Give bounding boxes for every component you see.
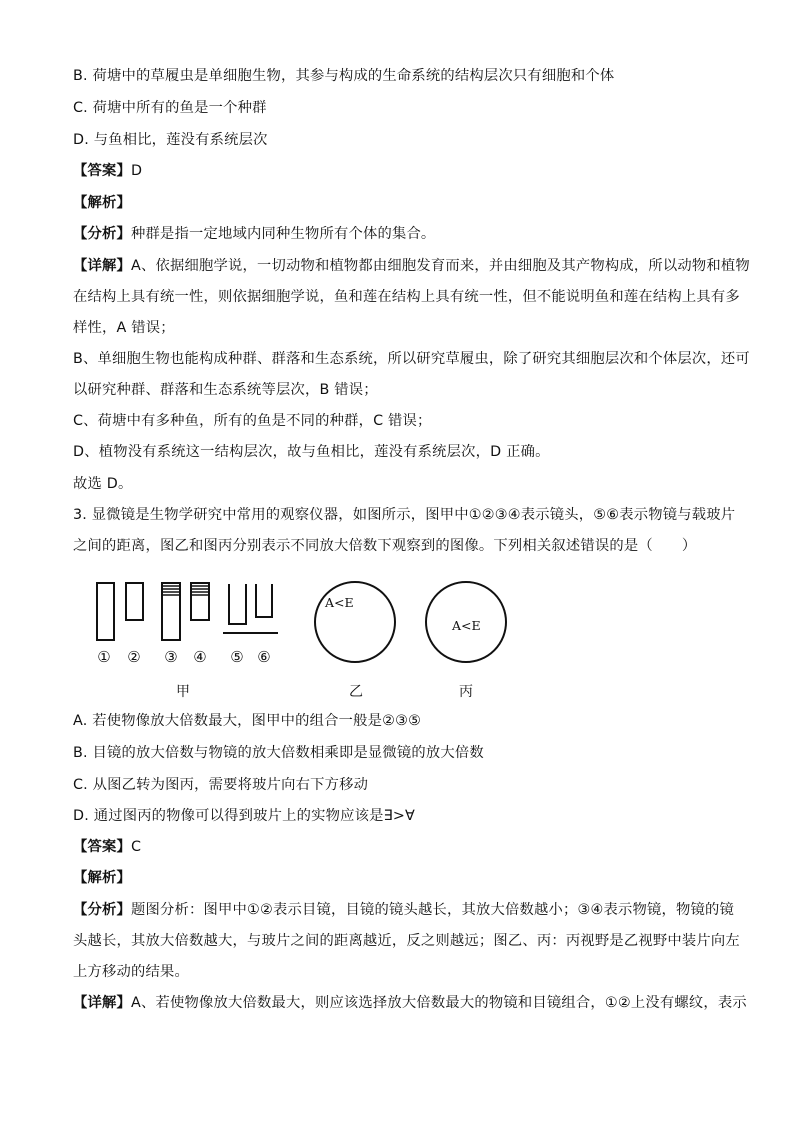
label-3: ③: [164, 648, 178, 666]
fenxi-line-2: [73, 900, 734, 920]
analysis-tag: 【解析】: [73, 195, 131, 211]
answer-line-1: [73, 161, 142, 181]
q3-option-c: C. 从图乙转为图丙，需要将玻片向右下方移动: [73, 777, 369, 793]
detail-line-1: [73, 256, 750, 276]
field-of-view-yi: [315, 582, 395, 662]
answer-line-2: [73, 837, 141, 857]
analysis-tag-line-2: [73, 868, 131, 888]
question-3-line-2: 之间的距离，图乙和图丙分别表示不同放大倍数下观察到的图像。下列相关叙述错误的是（ ）: [73, 538, 697, 554]
option-c-text: C. 荷塘中所有的鱼是一个种群: [73, 100, 267, 116]
fenxi-line-1: [73, 224, 435, 244]
distance-5: [229, 584, 246, 624]
detail-line-3: 样性，A 错误；: [73, 320, 175, 336]
answer-tag-2: 【答案】: [73, 839, 131, 855]
analysis-tag-line-1: [73, 193, 131, 213]
detail-text: A、依据细胞学说，一切动物和植物都由细胞发育而来，并由细胞及其产物构成，所以动物和植物: [131, 258, 750, 274]
option-d-text: D. 与鱼相比，莲没有系统层次: [73, 132, 268, 148]
detail-tag: 【详解】: [73, 258, 131, 274]
label-2: ②: [127, 648, 141, 666]
lens-1: [97, 583, 114, 640]
answer-tag: 【答案】: [73, 163, 131, 179]
label-5: ⑤: [230, 648, 244, 666]
caption-jia: 甲: [176, 684, 190, 700]
detail-text-q3: A、若使物像放大倍数最大，则应该选择放大倍数最大的物镜和目镜组合，①②上没有螺纹，表示: [131, 995, 747, 1011]
fenxi-text: 种群是指一定地域内同种生物所有个体的集合。: [131, 226, 436, 242]
detail-tag-2: 【详解】: [73, 995, 131, 1011]
fenxi-tag-2: 【分析】: [73, 902, 131, 918]
field-bing-text: A<E: [452, 618, 481, 633]
fenxi-text-2: 题图分析：图甲中①②表示目镜，目镜的镜头越长，其放大倍数越小；③④表示物镜，物镜的镜: [131, 902, 734, 918]
detail-line-4: B、单细胞生物也能构成种群、群落和生态系统，所以研究草履虫，除了研究其细胞层次和个体层次，还可: [73, 351, 750, 367]
answer-value: D: [131, 163, 143, 179]
caption-yi: 乙: [349, 684, 363, 700]
label-1: ①: [97, 648, 111, 666]
answer-value-2: C: [131, 839, 142, 855]
analysis-tag-2: 【解析】: [73, 870, 131, 886]
field-yi-text: A<E: [325, 595, 354, 610]
detail-line-2: 在结构上具有统一性，则依据细胞学说，鱼和莲在结构上具有统一性，但不能说明鱼和莲在结构上具有多: [73, 289, 740, 305]
detail-line-q3: [73, 993, 747, 1013]
label-6: ⑥: [257, 648, 271, 666]
conclusion-line: 故选 D。: [73, 476, 133, 492]
caption-bing: 丙: [459, 684, 473, 700]
fenxi-line-2c: 上方移动的结果。: [73, 964, 189, 980]
fenxi-tag: 【分析】: [73, 226, 131, 242]
label-4: ④: [193, 648, 207, 666]
q3-option-d: D. 通过图丙的物像可以得到玻片上的实物应该是∃>∀: [73, 808, 416, 824]
detail-line-5: 以研究种群、群落和生态系统等层次，B 错误；: [73, 382, 378, 398]
question-3-line-1: 3. 显微镜是生物学研究中常用的观察仪器，如图所示，图甲中①②③④表示镜头，⑤⑥表示物镜与载玻片: [73, 507, 736, 523]
q3-option-b: B. 目镜的放大倍数与物镜的放大倍数相乘即是显微镜的放大倍数: [73, 745, 484, 761]
fenxi-line-2b: 头越长，其放大倍数越大，与玻片之间的距离越近，反之则越远；图乙、丙：丙视野是乙视野中装片向左: [73, 933, 740, 949]
detail-line-6: C、荷塘中有多种鱼，所有的鱼是不同的种群，C 错误；: [73, 413, 432, 429]
detail-line-7: D、植物没有系统这一结构层次，故与鱼相比，莲没有系统层次，D 正确。: [73, 444, 550, 460]
distance-6: [256, 584, 272, 617]
lens-3: [162, 583, 180, 640]
option-b-text: B. 荷塘中的草履虫是单细胞生物，其参与构成的生命系统的结构层次只有细胞和个体: [73, 68, 615, 84]
field-of-view-bing: [426, 582, 506, 662]
lens-2: [126, 583, 143, 620]
lens-4: [191, 583, 209, 620]
q3-option-a: A. 若使物像放大倍数最大，图甲中的组合一般是②③⑤: [73, 713, 422, 729]
